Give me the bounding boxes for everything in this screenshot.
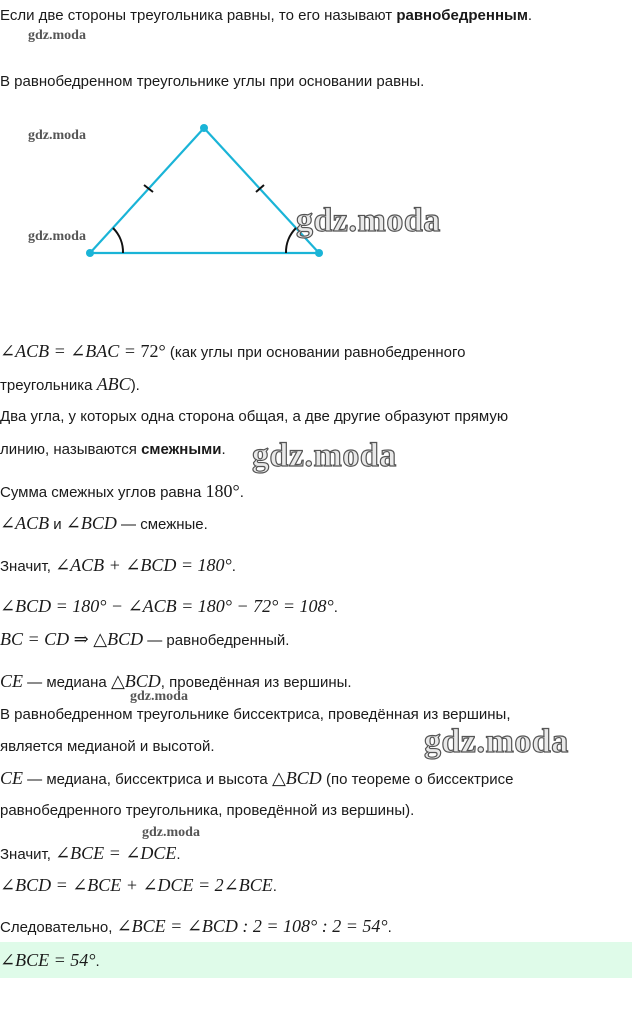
sum-equation: [0, 555, 236, 577]
text: .: [272, 878, 277, 895]
watermark: gdz.moda: [130, 689, 188, 704]
watermark: gdz.moda: [252, 437, 397, 474]
answer: [0, 950, 100, 972]
bisector-property-cont: является медианой и высотой.: [0, 738, 215, 755]
ce-bisector-height: [0, 768, 513, 790]
text: .: [95, 953, 100, 970]
text: .: [231, 558, 236, 575]
adjacent-angles: [0, 513, 208, 535]
vertex-left: [86, 249, 94, 257]
left-side: [90, 128, 204, 253]
equal-halves: [0, 843, 181, 865]
watermark: gdz.moda: [142, 825, 200, 840]
math: CE: [0, 671, 24, 691]
math: ∠BCE = ∠BCD : 2 = 108° : 2 = 54°: [116, 916, 388, 936]
isosceles-bcd: [0, 629, 289, 651]
triangle: [90, 128, 319, 253]
math: △BCD: [271, 768, 322, 788]
text: .: [333, 599, 338, 616]
text: и: [49, 516, 66, 533]
vertex-right: [315, 249, 323, 257]
text: Значит,: [0, 846, 56, 863]
math: ∠BCD = ∠BCE + ∠DCE = 2∠BCE: [0, 875, 273, 895]
text: треугольника: [0, 377, 97, 394]
adjacent-sum: [0, 481, 244, 503]
text: .: [239, 484, 244, 501]
text: Если две стороны треугольника равны, то его называют: [0, 7, 397, 24]
math: 72°: [140, 341, 166, 361]
watermark: gdz.moda: [28, 229, 86, 244]
math: ∠BCE = 54°: [0, 950, 96, 970]
definition-adjacent: Два угла, у которых одна сторона общая, а две другие образуют прямую: [0, 408, 509, 425]
angle-bcd-calc: [0, 596, 338, 618]
watermark: gdz.moda: [28, 28, 86, 43]
text: — медиана: [23, 674, 111, 691]
text: (по теореме о биссектрисе: [321, 771, 514, 788]
watermark: gdz.moda: [296, 202, 441, 239]
text: Следовательно,: [0, 919, 117, 936]
isosceles-triangle-diagram: [0, 0, 632, 300]
vertex-top: [200, 124, 208, 132]
math: ∠ACB: [0, 513, 50, 533]
text: линию, называются: [0, 441, 142, 458]
math: BC = CD ⇒ △BCD: [0, 629, 144, 649]
sum-halves: [0, 875, 277, 897]
math: ∠BCE = ∠DCE: [55, 843, 177, 863]
angle-arc-left: [113, 228, 123, 253]
math: ∠BCD = 180° − ∠ACB = 180° − 72° = 108°: [0, 596, 334, 616]
math: ∠ACB = ∠BAC =: [0, 341, 141, 361]
math: ∠BCD: [65, 513, 117, 533]
term-isosceles: равнобедренным: [396, 7, 528, 24]
ce-bisector-height-cont: равнобедренного треугольника, проведённой из вершины).: [0, 802, 415, 819]
text: , проведённая из вершины.: [160, 674, 352, 691]
text: — равнобедренный.: [143, 632, 290, 649]
definition-adjacent-cont: [0, 440, 226, 460]
text: Сумма смежных углов равна: [0, 484, 206, 501]
watermark: gdz.moda: [28, 128, 86, 143]
watermark: gdz.moda: [424, 723, 569, 760]
text: — медиана, биссектриса и высота: [23, 771, 272, 788]
text: .: [527, 7, 533, 24]
statement-base-angles: [0, 341, 466, 363]
text: .: [221, 441, 226, 458]
text: (как углы при основании равнобедренного: [165, 344, 466, 361]
math: CE: [0, 768, 24, 788]
property-base-angles: В равнобедренном треугольнике углы при основании равны.: [0, 73, 425, 90]
text: ).: [130, 377, 140, 394]
math: ∠ACB + ∠BCD = 180°: [55, 555, 232, 575]
bisector-property: В равнобедренном треугольнике биссектриса, проведённая из вершины,: [0, 706, 511, 723]
text: .: [176, 846, 181, 863]
angle-arc-right: [286, 228, 296, 253]
math: △BCD: [110, 671, 161, 691]
text: .: [387, 919, 392, 936]
conclusion-calc: [0, 916, 392, 938]
statement-base-angles-cont: [0, 374, 140, 396]
term-adjacent: смежными: [141, 441, 222, 458]
text: Значит,: [0, 558, 56, 575]
text: — смежные.: [116, 516, 208, 533]
math: ABC: [96, 374, 131, 394]
math: 180°: [205, 481, 240, 501]
